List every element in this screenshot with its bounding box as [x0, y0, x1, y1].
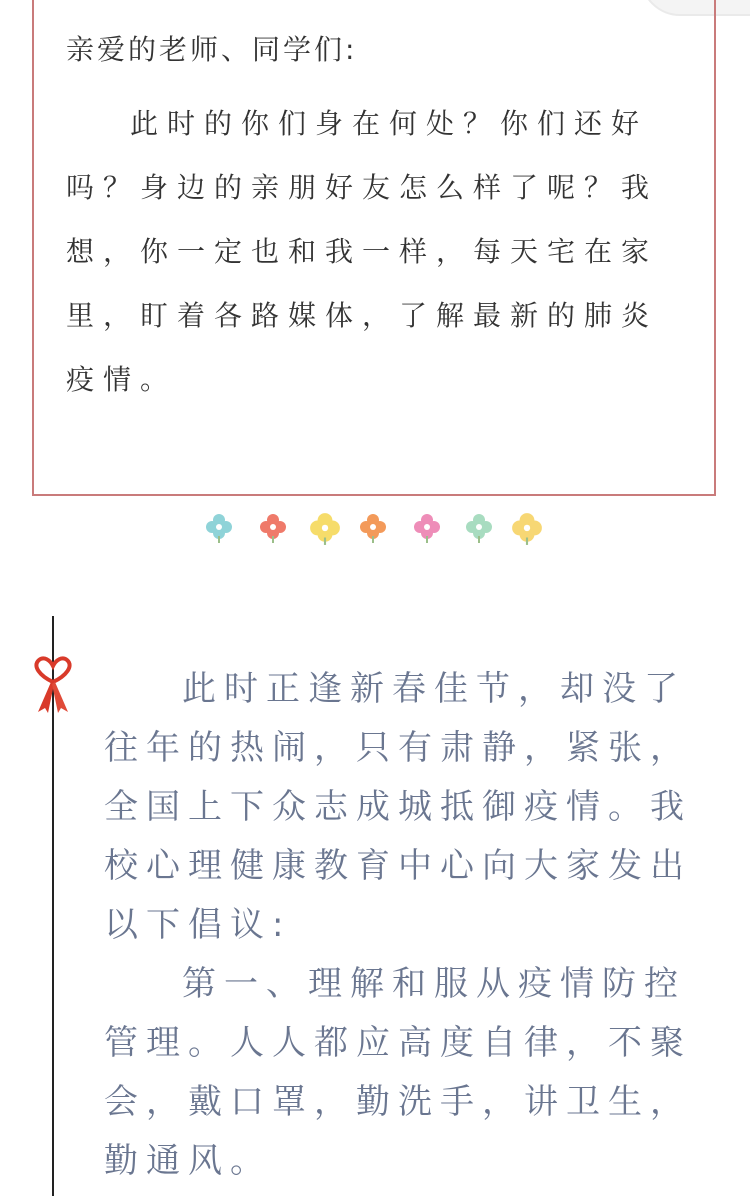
article-paragraph-2: 第一、理解和服从疫情防控管理。人人都应高度自律，不聚会，戴口罩，勤洗手，讲卫生，勤通风。 — [104, 964, 692, 1181]
article-paragraph-1: 此时正逢新春佳节，却没了往年的热闹，只有肃静，紧张，全国上下众志成城抵御疫情。我校心理健康教育中心向大家发出以下倡议: — [104, 669, 692, 945]
letter-paragraph: 此时的你们身在何处？你们还好吗？身边的亲朋好友怎么样了呢？我想，你一定也和我一样，每天宅在家里，盯着各路媒体，了解最新的肺炎疫情。 — [66, 107, 659, 396]
flower-icon — [510, 512, 544, 546]
flower-icon — [204, 512, 234, 544]
proposal-article — [104, 660, 704, 1191]
flower-divider — [200, 512, 550, 546]
flower-icon — [258, 512, 288, 544]
flower-icon — [358, 512, 388, 544]
flower-icon — [412, 512, 442, 544]
flower-icon — [308, 512, 342, 546]
letter-greeting: 亲爱的老师、同学们: — [66, 33, 358, 66]
flower-icon — [464, 512, 494, 544]
red-ribbon-icon — [30, 656, 76, 714]
